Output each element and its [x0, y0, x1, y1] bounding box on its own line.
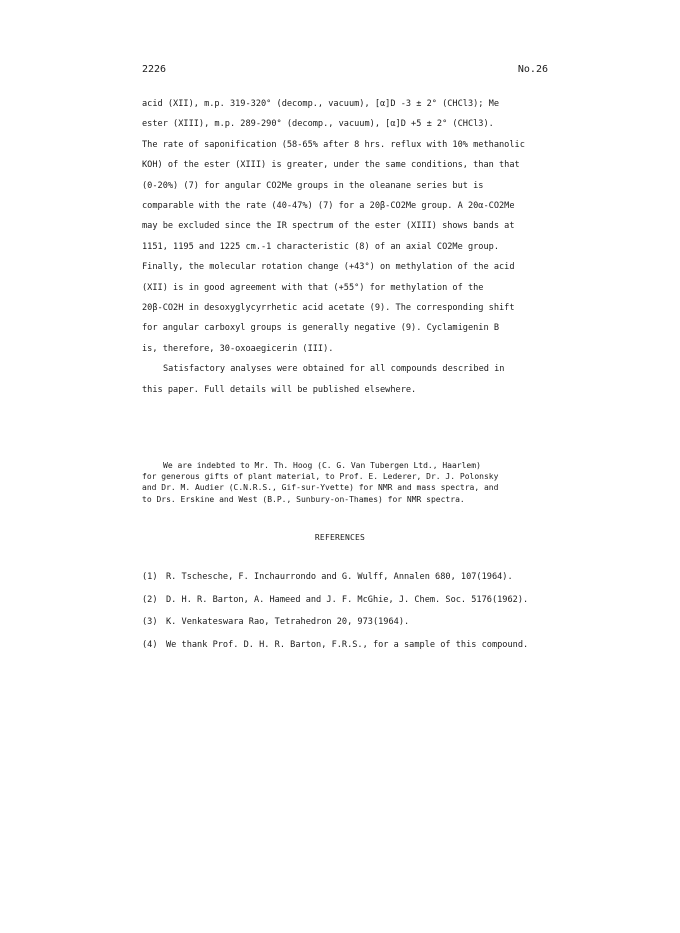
reference-item: [142, 566, 562, 589]
reference-item: [142, 634, 562, 657]
reference-number: (3): [142, 617, 158, 627]
text-line: 1151, 1195 and 1225 cm.-1 characteristic (8) of an axial CO2Me group.: [142, 241, 499, 252]
text-line: comparable with the rate (40-47%) (7) for a 20β-CO2Me group. A 20α-CO2Me: [142, 201, 515, 212]
reference-item: [142, 589, 562, 612]
ack-line: and Dr. M. Audier (C.N.R.S., Gif-sur-Yvette) for NMR and mass spectra, and: [142, 483, 499, 493]
main-text: [142, 94, 562, 400]
text-line: for angular carboxyl groups is generally negative (9). Cyclamigenin B: [142, 323, 499, 334]
text-line: may be excluded since the IR spectrum of the ester (XIII) shows bands at: [142, 221, 515, 232]
reference-item: [142, 611, 562, 634]
reference-text: R. Tschesche, F. Inchaurrondo and G. Wulff, Annalen 680, 107(1964).: [166, 572, 513, 582]
text-line: acid (XII), m.p. 319-320° (decomp., vacuum), [α]D -3 ± 2° (CHCl3); Me: [142, 99, 499, 109]
ack-line: for generous gifts of plant material, to Prof. E. Lederer, Dr. J. Polonsky: [142, 472, 499, 482]
reference-text: We thank Prof. D. H. R. Barton, F.R.S., for a sample of this compound.: [166, 639, 529, 650]
issue-number: No.26: [517, 64, 548, 75]
text-line: (0-20%) (7) for angular CO2Me groups in the oleanane series but is: [142, 180, 484, 191]
reference-text: D. H. R. Barton, A. Hameed and J. F. McGhie, J. Chem. Soc. 5176(1962).: [166, 594, 529, 605]
text-line: 20β-CO2H in desoxyglycyrrhetic acid acetate (9). The corresponding shift: [142, 303, 515, 314]
reference-number: (4): [142, 639, 158, 650]
text-line: Finally, the molecular rotation change (+43°) on methylation of the acid: [142, 262, 515, 273]
reference-number: (2): [142, 594, 158, 605]
ack-line: to Drs. Erskine and West (B.P., Sunbury-on-Thames) for NMR spectra.: [142, 494, 465, 504]
text-line: is, therefore, 30-oxoaegicerin (III).: [142, 343, 334, 354]
text-line: ester (XIII), m.p. 289-290° (decomp., vacuum), [α]D +5 ± 2° (CHCl3).: [142, 119, 494, 130]
text-line: The rate of saponification (58-65% after 8 hrs. reflux with 10% methanolic: [142, 139, 525, 150]
reference-text: K. Venkateswara Rao, Tetrahedron 20, 973(1964).: [166, 617, 410, 627]
ack-line: We are indebted to Mr. Th. Hoog (C. G. Van Tubergen Ltd., Haarlem): [163, 461, 481, 470]
references-heading: REFERENCES: [314, 533, 366, 542]
acknowledgements: [142, 460, 562, 505]
page-number: 2226: [142, 64, 167, 75]
text-line: KOH) of the ester (XIII) is greater, under the same conditions, than that: [142, 160, 520, 171]
references-list: [142, 566, 562, 656]
text-line: this paper. Full details will be published elsewhere.: [142, 384, 417, 395]
reference-number: (1): [142, 572, 158, 582]
text-line: (XII) is in good agreement with that (+55°) for methylation of the: [142, 282, 484, 293]
text-line: Satisfactory analyses were obtained for all compounds described in: [163, 364, 505, 375]
